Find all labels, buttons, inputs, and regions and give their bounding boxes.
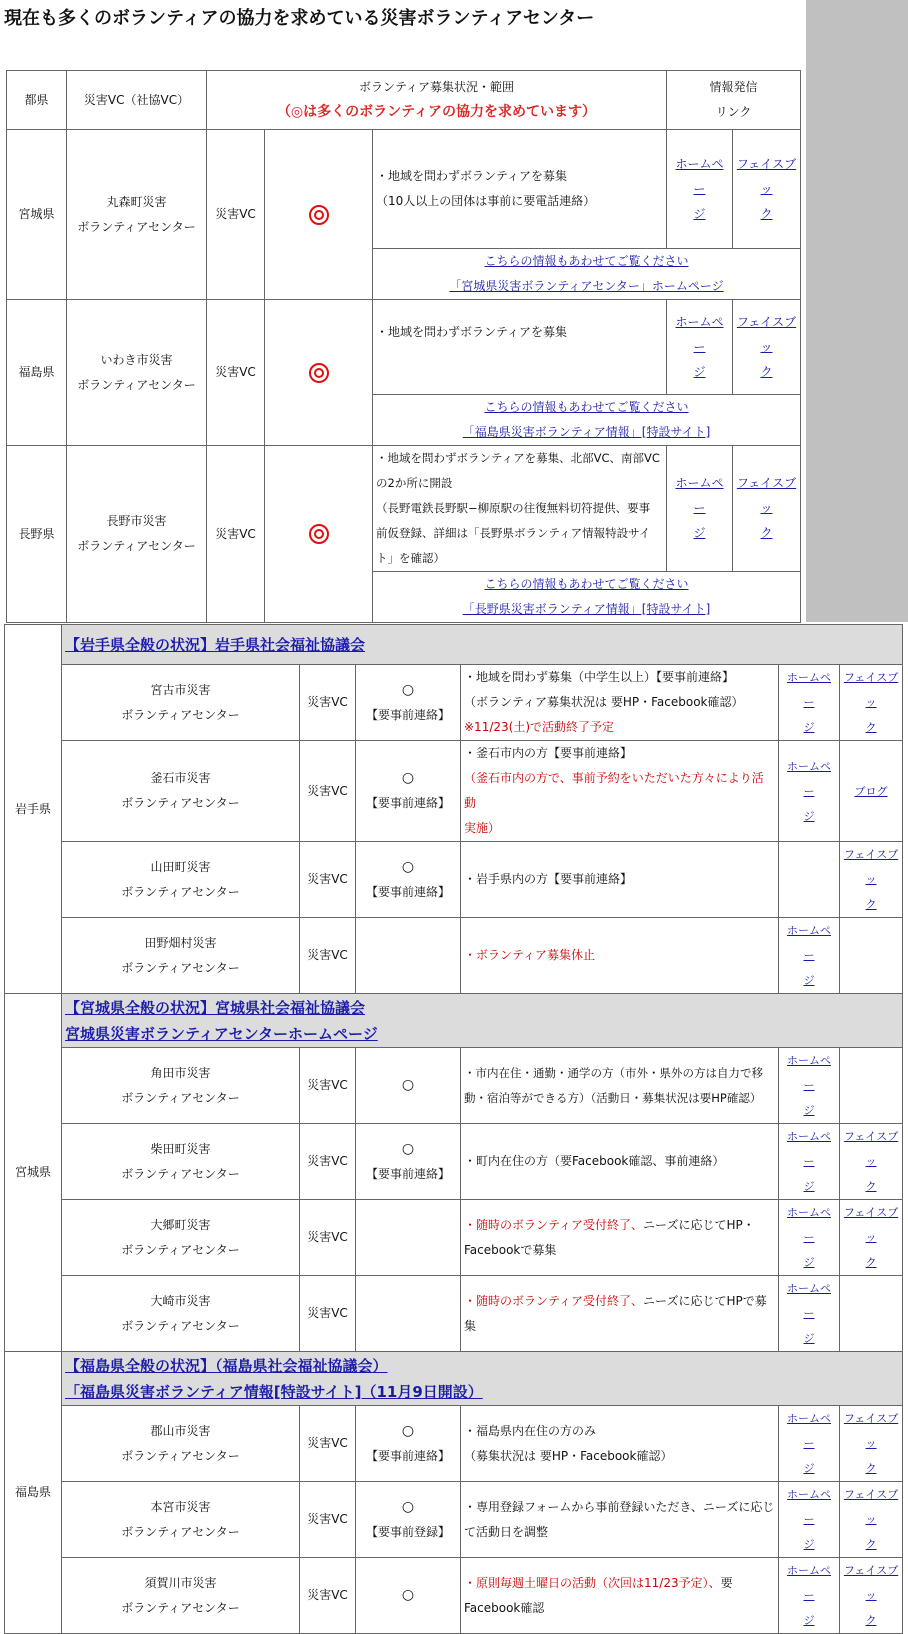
homepage-link[interactable] [779, 1482, 840, 1558]
table-row [5, 1124, 903, 1200]
pref-cell: 岩手県 [5, 625, 62, 994]
facebook-link-text[interactable]: フェイスブッ [736, 156, 797, 196]
vc-name-sub: ボランティアセンター [121, 707, 240, 722]
homepage-link-text[interactable]: ジ [693, 206, 706, 221]
vc-name: 釜石市災害 [150, 771, 211, 785]
homepage-link[interactable] [779, 1276, 840, 1352]
facebook-link[interactable] [840, 1406, 903, 1482]
vc-name-cell [62, 665, 300, 741]
facebook-link-text[interactable]: ク [760, 364, 773, 379]
status-detail [461, 1406, 779, 1482]
status-detail [461, 1558, 779, 1634]
detail-line-note: ・随時のボランティア受付終了、 [464, 1217, 644, 1232]
vc-type: 災害VC [207, 446, 265, 623]
detail-line-note: ・原則毎週土曜日の活動（次回は11/23予定）、 [464, 1575, 721, 1590]
empty-link-cell [840, 1048, 903, 1124]
facebook-link[interactable] [840, 665, 903, 741]
table-row [7, 446, 801, 572]
featured-vc-table [6, 70, 801, 623]
status-mark [265, 130, 373, 300]
status-detail [461, 842, 779, 918]
detail-line: （ボランティア募集状況は 要HP・Facebook確認） [464, 695, 744, 709]
detail-line: （募集状況は 要HP・Facebook確認） [464, 1448, 673, 1463]
pref-cell: 福島県 [5, 1352, 62, 1634]
detail-line: （長野電鉄長野駅−柳原駅の往復無料切符提供、要事 [376, 501, 651, 515]
mark-note: 【要事前連絡】 [365, 884, 450, 899]
status-mark [356, 918, 461, 994]
vc-type: 災害VC [300, 918, 356, 994]
blog-link-text[interactable]: ブログ [854, 784, 888, 798]
homepage-link-text[interactable]: ホームペー [675, 476, 724, 515]
section-header-cell [62, 994, 903, 1048]
detail-line: 前仮登録、詳細は「長野県ボランティア情報特設サイ [376, 526, 651, 540]
status-mark [265, 300, 373, 446]
status-mark [356, 741, 461, 842]
facebook-link-text[interactable]: フェイスブッ [843, 671, 899, 709]
table-row [5, 741, 903, 842]
detail-line: ・地域を問わずボランティアを募集 [376, 325, 568, 339]
vc-type: 災害VC [300, 1124, 356, 1200]
extra-info-cell [373, 249, 801, 300]
gray-margin [806, 0, 908, 622]
status-detail [373, 446, 667, 572]
homepage-link-text[interactable]: ジ [693, 364, 706, 379]
facebook-link-text[interactable]: ク [865, 1180, 877, 1193]
table-row [5, 1048, 903, 1124]
detail-line: ・釜石市内の方【要事前連絡】 [464, 746, 633, 760]
homepage-link[interactable] [779, 918, 840, 994]
vc-type: 災害VC [300, 1482, 356, 1558]
circle-mark: ○ [401, 770, 415, 786]
homepage-link[interactable] [667, 300, 733, 395]
vc-name-sub: ボランティアセンター [121, 1448, 240, 1463]
detail-line: ・市内在住・通勤・通学の方（市外・県外の方は自力で移 [464, 1065, 763, 1080]
double-circle-icon [309, 205, 329, 225]
header-info [667, 71, 801, 130]
facebook-link-text[interactable]: ク [865, 1462, 877, 1475]
detail-line-note: （釜石市内の方で、事前予約をいただいた方々により活動 [464, 771, 764, 810]
facebook-link-text[interactable]: フェイスブッ [843, 1488, 899, 1526]
header-vc: 災害VC（社協VC） [67, 71, 207, 130]
vc-type: 災害VC [207, 130, 265, 300]
vc-name-cell [67, 130, 207, 300]
vc-name-sub: ボランティアセンター [121, 884, 240, 899]
vc-name: 田野畑村災害 [144, 935, 217, 950]
regional-vc-table [4, 624, 903, 1634]
double-circle-icon [309, 524, 329, 544]
detail-line-text: ニーズに応じてHP・ [643, 1217, 755, 1232]
facebook-link-text[interactable]: ク [865, 721, 877, 734]
extra-info-link[interactable]: 「宮城県災害ボランティアセンター」ホームページ [449, 279, 724, 293]
detail-line: の2か所に開設 [376, 476, 453, 490]
homepage-link-text[interactable]: ジ [803, 721, 815, 734]
table-header-row [7, 71, 801, 130]
detail-line: ・地域を問わずボランティアを募集、北部VC、南部VC [376, 451, 660, 465]
facebook-link-text[interactable]: フェイスブッ [736, 476, 797, 515]
vc-type: 災害VC [300, 1276, 356, 1352]
empty-link-cell [779, 842, 840, 918]
facebook-link-text[interactable]: ク [865, 1538, 877, 1551]
mark-note: 【要事前連絡】 [365, 707, 450, 722]
facebook-link[interactable] [840, 1200, 903, 1276]
vc-name-cell [62, 1124, 300, 1200]
vc-type: 災害VC [300, 842, 356, 918]
vc-name-sub: ボランティアセンター [121, 796, 240, 810]
vc-name: 宮古市災害 [150, 682, 211, 697]
vc-name: 郡山市災害 [150, 1423, 211, 1438]
vc-name-cell [62, 1048, 300, 1124]
status-mark [356, 842, 461, 918]
homepage-link[interactable] [667, 446, 733, 572]
section-header-row [5, 625, 903, 665]
detail-line [464, 1213, 775, 1238]
vc-name: 須賀川市災害 [144, 1575, 217, 1590]
header-info-label: 情報発信 [709, 80, 758, 94]
extra-info-cell [373, 572, 801, 623]
status-detail [461, 1482, 779, 1558]
homepage-link-text[interactable]: ジ [803, 1104, 815, 1117]
extra-info-link[interactable]: こちらの情報もあわせてご覧ください [484, 577, 689, 591]
extra-info-cell [373, 395, 801, 446]
detail-line: ・地域を問わず募集（中学生以上）【要事前連絡】 [464, 670, 735, 684]
status-mark [356, 1200, 461, 1276]
section-link[interactable]: 【宮城県全般の状況】宮城県社会福祉協議会 [65, 998, 366, 1017]
extra-info-link[interactable]: こちらの情報もあわせてご覧ください [484, 254, 689, 268]
homepage-link-text[interactable]: ホームペー [787, 1054, 831, 1092]
homepage-link[interactable] [779, 665, 840, 741]
vc-name-sub: ボランティアセンター [121, 1242, 240, 1257]
vc-type: 災害VC [207, 300, 265, 446]
homepage-link-text[interactable]: ジ [803, 974, 815, 987]
homepage-link-text[interactable]: ジ [803, 1462, 815, 1475]
vc-name-cell [67, 300, 207, 446]
status-mark [356, 1276, 461, 1352]
vc-name-cell [62, 741, 300, 842]
facebook-link-text[interactable]: フェイスブッ [843, 1412, 899, 1450]
mark-note: 【要事前連絡】 [365, 1166, 450, 1181]
pref-cell: 宮城県 [5, 994, 62, 1352]
homepage-link-text[interactable]: ジ [803, 1614, 815, 1627]
detail-line: Facebook確認 [464, 1600, 545, 1615]
empty-link-cell [840, 918, 903, 994]
homepage-link-text[interactable]: ジ [803, 1180, 815, 1193]
vc-name: 本宮市災害 [150, 1499, 211, 1514]
status-mark [356, 665, 461, 741]
vc-name: 大崎市災害 [150, 1293, 211, 1308]
detail-line: ・町内在住の方（要Facebook確認、事前連絡） [464, 1154, 725, 1168]
homepage-link-text[interactable]: ジ [803, 1332, 815, 1345]
page-title: 現在も多くのボランティアの協力を求めている災害ボランティアセンター [4, 8, 595, 29]
detail-line: Facebookで募集 [464, 1242, 557, 1257]
status-detail [461, 1200, 779, 1276]
section-link[interactable]: 【福島県全般の状況】（福島県社会福祉協議会） [65, 1356, 388, 1375]
vc-type: 災害VC [300, 1200, 356, 1276]
vc-name-cell [62, 842, 300, 918]
vc-type: 災害VC [300, 1048, 356, 1124]
empty-link-cell [840, 1276, 903, 1352]
homepage-link[interactable] [779, 1048, 840, 1124]
extra-info-link[interactable]: こちらの情報もあわせてご覧ください [484, 400, 689, 414]
vc-name: 大郷町災害 [150, 1217, 211, 1232]
status-detail [461, 741, 779, 842]
circle-mark: ○ [401, 858, 415, 875]
detail-line: ・専用登録フォームから事前登録いただき、ニーズに応じ [464, 1499, 775, 1514]
status-mark [356, 1558, 461, 1634]
header-link-label: リンク [715, 105, 752, 119]
table-row [5, 1482, 903, 1558]
section-header-cell [62, 625, 903, 665]
vc-name: 角田市災害 [150, 1065, 211, 1080]
homepage-link-text[interactable]: ジ [803, 1256, 815, 1269]
detail-line: ・地域を問わずボランティアを募集 [376, 169, 568, 183]
homepage-link-text[interactable]: ホームペー [787, 1488, 831, 1526]
homepage-link[interactable] [779, 1558, 840, 1634]
top-panel [0, 0, 806, 622]
detail-line: （10人以上の団体は事前に要電話連絡） [376, 194, 596, 208]
detail-line: て活動日を調整 [464, 1524, 549, 1539]
circle-mark: ○ [401, 1498, 415, 1515]
detail-line-note: 実施） [464, 821, 501, 835]
table-row [5, 842, 903, 918]
vc-type: 災害VC [300, 665, 356, 741]
facebook-link-text[interactable]: ク [760, 526, 773, 540]
vc-name-cell [62, 1558, 300, 1634]
pref-cell: 福島県 [7, 300, 67, 446]
vc-name-cell [62, 1482, 300, 1558]
facebook-link-text[interactable]: フェイスブッ [843, 1206, 899, 1244]
facebook-link[interactable] [733, 446, 801, 572]
status-detail [373, 130, 667, 249]
section-link[interactable]: 「福島県災害ボランティア情報[特設サイト]（11月9日開設） [65, 1382, 483, 1401]
circle-mark: ○ [401, 1140, 415, 1157]
homepage-link-text[interactable]: ホームペー [787, 671, 831, 709]
facebook-link-text[interactable]: フェイスブッ [843, 848, 899, 886]
header-status-note: （◎は多くのボランティアの協力を求めています） [276, 104, 597, 120]
vc-name-cell [62, 1406, 300, 1482]
homepage-link-text[interactable]: ジ [803, 809, 815, 823]
status-detail [461, 1276, 779, 1352]
section-link[interactable]: 宮城県災害ボランティアセンターホームページ [65, 1024, 378, 1043]
vc-name-sub: ボランティアセンター [121, 1318, 240, 1333]
vc-name-cell [62, 1200, 300, 1276]
table-row [5, 918, 903, 994]
status-mark [356, 1124, 461, 1200]
detail-line [464, 1289, 775, 1339]
header-status [207, 71, 667, 130]
homepage-link-text[interactable]: ホームペー [787, 1206, 831, 1244]
homepage-link-text[interactable]: ジ [693, 526, 706, 540]
homepage-link-text[interactable]: ホームペー [787, 1412, 831, 1450]
vc-type: 災害VC [300, 1558, 356, 1634]
mark-note: 【要事前登録】 [365, 1524, 450, 1539]
detail-line: ・岩手県内の方【要事前連絡】 [464, 872, 633, 886]
vc-name-cell [62, 918, 300, 994]
mark-note: 【要事前連絡】 [365, 1448, 450, 1463]
vc-name-cell [62, 1276, 300, 1352]
homepage-link-text[interactable]: ホームペー [675, 156, 724, 196]
facebook-link[interactable] [733, 130, 801, 249]
blog-link[interactable] [840, 741, 903, 842]
facebook-link-text[interactable]: ク [865, 898, 877, 911]
circle-mark: ○ [401, 1587, 415, 1603]
homepage-link[interactable] [779, 1200, 840, 1276]
table-row [7, 300, 801, 395]
detail-line-note: ・ボランティア募集休止 [464, 948, 596, 962]
vc-name-sub: ボランティアセンター [77, 219, 196, 234]
table-row [5, 1558, 903, 1634]
homepage-link-text[interactable]: ホームペー [675, 314, 724, 354]
vc-name-sub: ボランティアセンター [121, 1166, 240, 1181]
detail-line: 動・宿泊等ができる方）（活動日・募集状況は要HP確認） [464, 1090, 762, 1105]
facebook-link-text[interactable]: フェイスブッ [843, 1130, 899, 1168]
vc-name-sub: ボランティアセンター [121, 960, 240, 975]
vc-name-sub: ボランティアセンター [77, 377, 196, 392]
vc-type: 災害VC [300, 1406, 356, 1482]
status-mark [356, 1482, 461, 1558]
pref-cell: 宮城県 [7, 130, 67, 300]
vc-name: 丸森町災害 [106, 194, 167, 209]
mark-note: 【要事前連絡】 [365, 796, 450, 810]
table-row [5, 665, 903, 741]
homepage-link-text[interactable]: ジ [803, 1538, 815, 1551]
status-detail [373, 300, 667, 395]
homepage-link[interactable] [667, 130, 733, 249]
table-row [5, 1200, 903, 1276]
section-header-row [5, 994, 903, 1048]
facebook-link-text[interactable]: フェイスブッ [736, 314, 797, 354]
header-pref: 都県 [7, 71, 67, 130]
header-status-label: ボランティア募集状況・範囲 [358, 80, 515, 94]
facebook-link[interactable] [840, 1124, 903, 1200]
homepage-link-text[interactable]: ホームペー [787, 1564, 831, 1602]
homepage-link-text[interactable]: ホームペー [787, 924, 831, 962]
vc-name: 長野市災害 [106, 514, 167, 528]
vc-name: 山田町災害 [150, 859, 211, 874]
status-mark [356, 1048, 461, 1124]
table-row [7, 130, 801, 249]
extra-info-link[interactable]: 「長野県災害ボランティア情報」[特設サイト] [462, 602, 711, 616]
vc-name-sub: ボランティアセンター [121, 1524, 240, 1539]
detail-line: ト」を確認） [376, 551, 445, 565]
facebook-link[interactable] [733, 300, 801, 395]
section-header-row [5, 1352, 903, 1406]
homepage-link-text[interactable]: ホームペー [787, 1130, 831, 1168]
table-row [5, 1276, 903, 1352]
status-detail [461, 1048, 779, 1124]
vc-name-sub: ボランティアセンター [77, 539, 196, 553]
status-mark [356, 1406, 461, 1482]
section-header-cell [62, 1352, 903, 1406]
section-link[interactable]: 【岩手県全般の状況】岩手県社会福祉協議会 [65, 635, 366, 654]
status-detail [461, 1124, 779, 1200]
facebook-link[interactable] [840, 1558, 903, 1634]
homepage-link-text[interactable]: ホームペー [787, 759, 831, 798]
circle-mark: ○ [401, 681, 415, 698]
circle-mark: ○ [401, 1422, 415, 1439]
facebook-link-text[interactable]: フェイスブッ [843, 1564, 899, 1602]
vc-name-sub: ボランティアセンター [121, 1090, 240, 1105]
extra-info-link[interactable]: 「福島県災害ボランティア情報」[特設サイト] [462, 425, 711, 439]
facebook-link-text[interactable]: ク [865, 1614, 877, 1627]
double-circle-icon [309, 363, 329, 383]
detail-line: ・福島県内在住の方のみ [464, 1423, 597, 1438]
status-detail [461, 918, 779, 994]
table-row [5, 1406, 903, 1482]
vc-name-sub: ボランティアセンター [121, 1600, 240, 1615]
status-detail [461, 665, 779, 741]
facebook-link-text[interactable]: ク [760, 206, 773, 221]
homepage-link-text[interactable]: ホームペー [787, 1282, 831, 1320]
pref-cell: 長野県 [7, 446, 67, 623]
circle-mark: ○ [401, 1077, 415, 1093]
facebook-link[interactable] [840, 1482, 903, 1558]
facebook-link-text[interactable]: ク [865, 1256, 877, 1269]
vc-type: 災害VC [300, 741, 356, 842]
vc-name: 柴田町災害 [150, 1141, 211, 1156]
vc-name: いわき市災害 [100, 352, 173, 367]
facebook-link[interactable] [840, 842, 903, 918]
status-mark [265, 446, 373, 623]
detail-line [464, 1571, 775, 1596]
detail-line-note: ・随時のボランティア受付終了、 [464, 1293, 644, 1308]
detail-line-text: ニーズに応じてHPで募集 [464, 1293, 767, 1333]
vc-name-cell [67, 446, 207, 623]
homepage-link[interactable] [779, 1406, 840, 1482]
detail-line-text: 要 [720, 1575, 733, 1590]
homepage-link[interactable] [779, 741, 840, 842]
detail-line-note: ※11/23(土)で活動終了予定 [464, 720, 615, 734]
homepage-link[interactable] [779, 1124, 840, 1200]
